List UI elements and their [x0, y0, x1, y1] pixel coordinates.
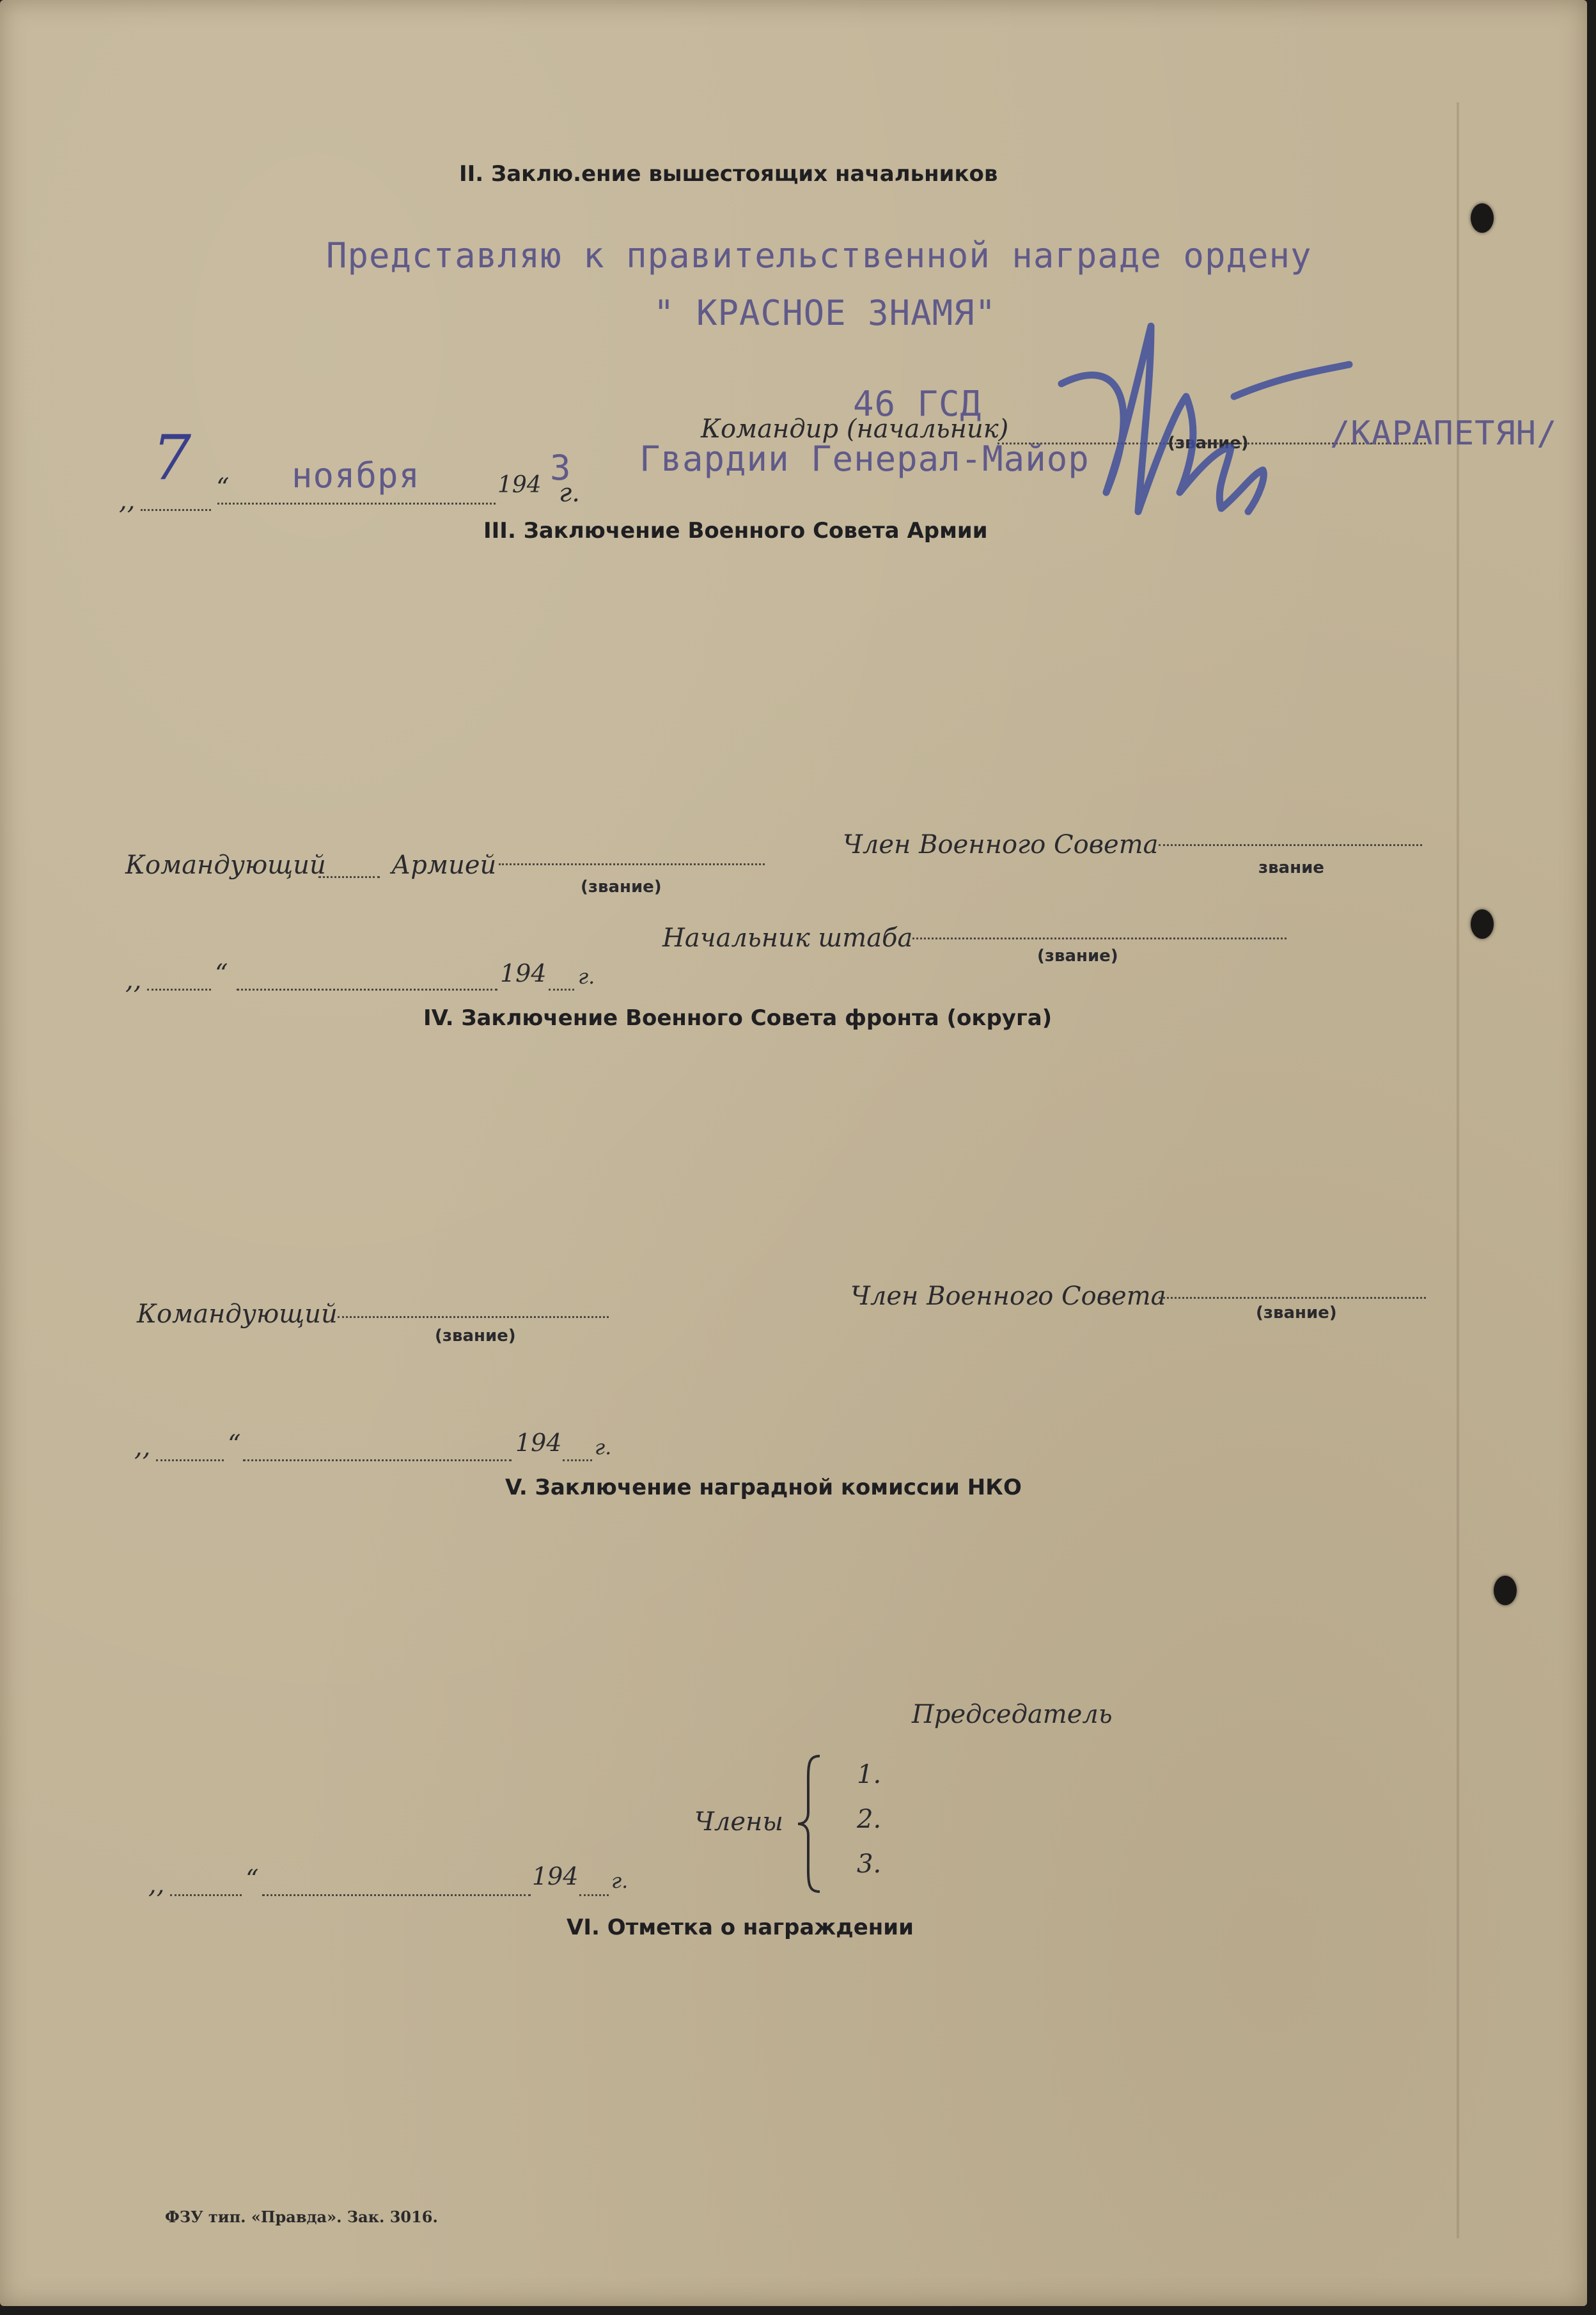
- chief-of-staff-label: Начальник штаба: [662, 923, 913, 953]
- date-year-line: [563, 1459, 592, 1461]
- chief-of-staff-rank-label: (звание): [1037, 946, 1118, 966]
- date-day-line: [170, 1894, 242, 1896]
- date-day-line: [156, 1459, 224, 1461]
- members-brace: [794, 1754, 833, 1894]
- chairman-label: Председатель: [912, 1700, 1113, 1729]
- unit-name: 46 ГСД: [853, 384, 982, 424]
- date-year: 194: [500, 959, 547, 987]
- front-council-member-label: Член Военного Совета: [850, 1282, 1166, 1311]
- army-commander-line-a: [318, 876, 380, 878]
- front-council-member-rank-label: (звание): [1256, 1303, 1337, 1322]
- chief-of-staff-line: [908, 938, 1287, 939]
- section-5-heading: V. Заключение наградной комиссии НКО: [505, 1475, 1022, 1500]
- section-6-heading: VI. Отметка о награждении: [567, 1915, 914, 1940]
- date-year-line: [579, 1894, 609, 1896]
- date-g: г.: [559, 478, 580, 508]
- date-day-line: [141, 509, 211, 511]
- commander-name: /КАРАПЕТЯН/: [1330, 414, 1558, 453]
- date-quote-close: “: [246, 1865, 259, 1894]
- rank-label: (звание): [1168, 434, 1249, 453]
- punch-hole: [1471, 203, 1494, 233]
- member-number-3: 3.: [857, 1849, 882, 1879]
- date-month-line: [262, 1894, 531, 1896]
- date-quote-close: “: [228, 1430, 241, 1459]
- section-2-heading: II. Заклю.ение вышестоящих начальников: [459, 161, 998, 187]
- date-year-suffix: 3: [550, 448, 572, 488]
- punch-hole: [1494, 1576, 1517, 1605]
- date-year-prefix: 194: [497, 472, 542, 498]
- members-label: Члены: [694, 1807, 783, 1837]
- date-quote-open: ,,: [148, 1870, 165, 1899]
- commander-signature: [1049, 301, 1356, 531]
- member-number-2: 2.: [857, 1805, 882, 1834]
- army-label: Армией: [391, 851, 497, 880]
- date-month-line: [237, 989, 497, 991]
- army-council-member-line: [1159, 844, 1422, 846]
- member-number-1: 1.: [857, 1760, 882, 1789]
- date-quote-close: “: [215, 959, 228, 989]
- date-g: г.: [611, 1869, 629, 1893]
- date-g: г.: [578, 964, 595, 989]
- printer-imprint: ФЗУ тип. «Правда». Зак. 3016.: [165, 2208, 438, 2226]
- commander-label: Командир (начальник): [701, 414, 1009, 444]
- date-year: 194: [515, 1429, 562, 1457]
- army-commander-label: Командующий: [125, 851, 326, 880]
- recommendation-text: Представляю к правительственной награде ордену: [326, 235, 1312, 276]
- army-council-member-label: Член Военного Совета: [843, 830, 1159, 859]
- date-month: ноября: [292, 455, 421, 496]
- punch-hole: [1471, 909, 1494, 939]
- date-quote-close: “: [216, 473, 230, 503]
- army-commander-rank-label: (звание): [581, 877, 662, 897]
- section-4-heading: IV. Заключение Военного Совета фронта (округа): [423, 1005, 1052, 1031]
- date-quote-open: ,,: [134, 1432, 151, 1462]
- front-commander-rank-label: (звание): [435, 1326, 516, 1346]
- army-council-member-rank-label: звание: [1258, 858, 1324, 877]
- date-quote-open: ,,: [125, 966, 142, 995]
- commander-rank: Гвардии Генерал-Майор: [639, 439, 1090, 479]
- date-quote-open: ,,: [119, 486, 136, 515]
- date-day: 7: [152, 422, 192, 494]
- order-name: " КРАСНОЕ ЗНАМЯ": [653, 293, 997, 333]
- section-3-heading: III. Заключение Военного Совета Армии: [483, 518, 988, 544]
- date-month-line: [243, 1459, 512, 1461]
- army-commander-line-b: [499, 863, 765, 865]
- date-day-line: [147, 989, 211, 991]
- front-commander-line: [338, 1316, 609, 1318]
- date-year: 194: [532, 1862, 579, 1890]
- date-year-line: [549, 989, 574, 991]
- front-council-member-line: [1159, 1297, 1426, 1299]
- front-commander-label: Командующий: [137, 1299, 338, 1329]
- date-month-line: [217, 503, 496, 505]
- date-g: г.: [595, 1435, 612, 1459]
